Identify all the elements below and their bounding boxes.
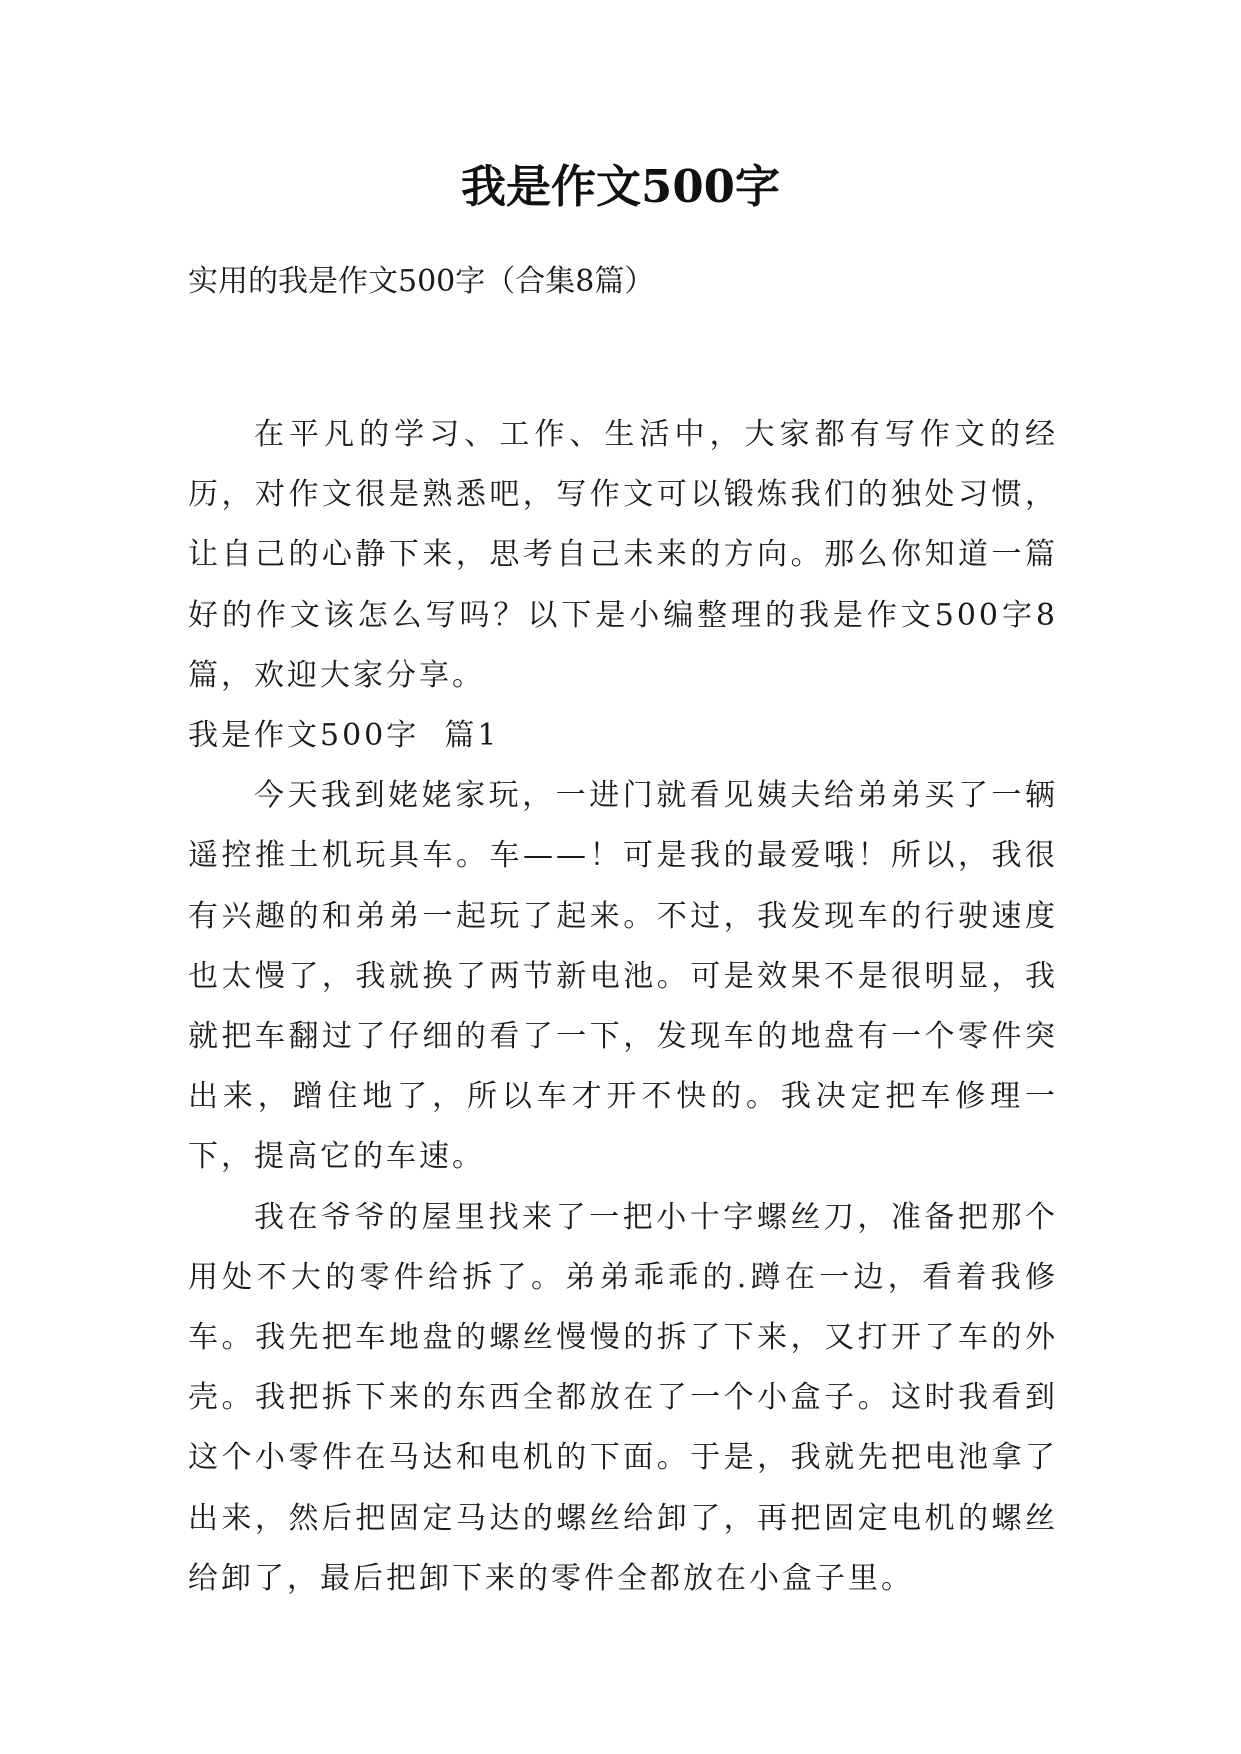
document-subtitle: 实用的我是作文500字（合集8篇） [188,264,655,299]
document-title: 我是作文500字 [461,160,780,213]
document-body [188,405,1058,1609]
intro-paragraph: 在平凡的学习、工作、生活中，大家都有写作文的经历，对作文很是熟悉吧，写作文可以锻炼我们的独处习惯，让自己的心静下来，思考自己未来的方向。那么你知道一篇好的作文该怎么写吗？以下是小编整理的我是作文500字8篇，欢迎大家分享。 [188,417,1058,693]
section-heading: 我是作文500字 篇1 [188,718,500,754]
body-paragraph: 今天我到姥姥家玩，一进门就看见姨夫给弟弟买了一辆遥控推土机玩具车。车——！可是我的最爱哦！所以，我很有兴趣的和弟弟一起玩了起来。不过，我发现车的行驶速度也太慢了，我就换了两节新电池。可是效果不是很明显，我就把车翻过了仔细的看了一下，发现车的地盘有一个零件突出来，蹭住地了，所以车才开不快的。我决定把车修理一下，提高它的车速。 [188,778,1058,1175]
body-paragraph: 我在爷爷的屋里找来了一把小十字螺丝刀，准备把那个用处不大的零件给拆了。弟弟乖乖的.蹲在一边，看着我修车。我先把车地盘的螺丝慢慢的拆了下来，又打开了车的外壳。我把拆下来的东西全都放在了一个小盒子。这时我看到这个小零件在马达和电机的下面。于是，我就先把电池拿了出来，然后把固定马达的螺丝给卸了，再把固定电机的螺丝给卸了，最后把卸下来的零件全都放在小盒子里。 [188,1199,1058,1596]
